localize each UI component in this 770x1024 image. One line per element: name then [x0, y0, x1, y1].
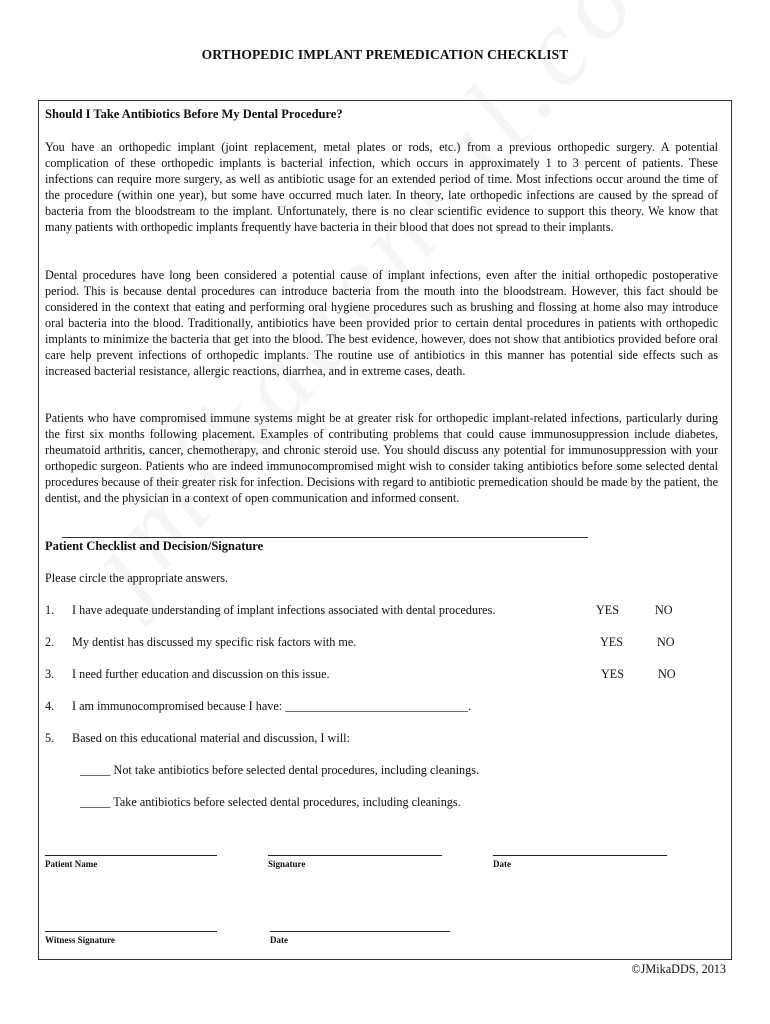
item-text: I have adequate understanding of implant infections associated with dental procedures.	[72, 603, 496, 617]
witness-date-label: Date	[270, 935, 288, 945]
page-title: ORTHOPEDIC IMPLANT PREMEDICATION CHECKLIST	[201, 47, 569, 62]
item-number: 4.	[45, 699, 55, 713]
yes-option[interactable]: YES	[596, 603, 620, 617]
item-number: 3.	[45, 667, 55, 681]
no-option[interactable]: NO	[655, 603, 673, 617]
section-heading-checklist: Patient Checklist and Decision/Signature	[45, 539, 264, 553]
signature-line[interactable]	[268, 855, 442, 856]
option-take-antibiotics[interactable]: _____ Take antibiotics before selected dental procedures, including cleanings.	[80, 795, 461, 809]
yes-option[interactable]: YES	[601, 667, 625, 681]
immunocompromised-blank[interactable]: I am immunocompromised because I have: ______________________________.	[72, 699, 472, 713]
no-option[interactable]: NO	[658, 667, 676, 681]
instruction-text: Please circle the appropriate answers.	[45, 571, 229, 585]
item-text: My dentist has discussed my specific risk factors with me.	[72, 635, 357, 649]
witness-date-line[interactable]	[270, 931, 450, 932]
item-number: 5.	[45, 731, 55, 745]
date-label: Date	[493, 859, 511, 869]
yes-option[interactable]: YES	[600, 635, 624, 649]
patient-name-label: Patient Name	[45, 859, 98, 869]
item-text: Based on this educational material and discussion, I will:	[72, 731, 350, 745]
item-number: 1.	[45, 603, 55, 617]
section-heading-antibiotics: Should I Take Antibiotics Before My Dental Procedure?	[45, 107, 343, 121]
no-option[interactable]: NO	[657, 635, 675, 649]
paragraph-dental-procedures: Dental procedures have long been considered a potential cause of implant infections, even after the initial orthopedic postoperative period. This is because dental procedures can introduce bacteria from the mouth into the bloodstream. However, this fact should be considered in the context that eating and performing oral hygiene procedures such as brushing and flossing at home also may introduce oral bacteria into the blood. Traditionally, antibiotics have been provided prior to certain dental procedures in patients with orthopedic implants to minimize the bacteria that get into the blood. The best evidence, however, does not show that antibiotics provided before oral care help prevent infections of orthopedic implants. The routine use of antibiotics in this manner has potential side effects such as increased bacterial resistance, allergic reactions, diarrhea, and in extreme cases, death.	[45, 268, 718, 378]
witness-signature-label: Witness Signature	[45, 935, 115, 945]
item-number: 2.	[45, 635, 55, 649]
item-text: I need further education and discussion on this issue.	[72, 667, 330, 681]
date-line[interactable]	[493, 855, 667, 856]
witness-signature-line[interactable]	[45, 931, 217, 932]
section-divider	[62, 537, 588, 538]
patient-name-line[interactable]	[45, 855, 217, 856]
copyright: ©JMikaDDS, 2013	[631, 962, 726, 976]
paragraph-implant-intro: You have an orthopedic implant (joint replacement, metal plates or rods, etc.) from a previous orthopedic surgery. A potential complication of these orthopedic implants is bacterial infection, which occurs in approximately 1 to 3 percent of patients. These infections can require more surgery, as well as antibiotic usage for an extended period of time. Most infections occur around the time of the procedure (within one year), but some have occurred much later. In theory, late orthopedic infections are caused by the spread of bacteria from the bloodstream to the implant. Unfortunately, there is no clear scientific evidence to support this theory. We know that many patients with orthopedic implants frequently have bacteria in their blood that does not spread to their implants.	[45, 140, 718, 234]
paragraph-immune-systems: Patients who have compromised immune systems might be at greater risk for orthopedic implant-related infections, particularly during the first six months following placement. Examples of contributing problems that could cause immunosuppression include diabetes, rheumatoid arthritis, cancer, chemotherapy, and chronic steroid use. You should discuss any potential for immunosuppression with your orthopedic surgeon. Patients who are indeed immunocompromised might wish to consider taking antibiotics before some selected dental procedures because of their greater risk for infection. Decisions with regard to antibiotic premedication should be made by the patient, the dentist, and the physician in a context of open communication and informed consent.	[45, 411, 718, 505]
signature-label: Signature	[268, 859, 306, 869]
education-section	[45, 106, 718, 505]
option-no-antibiotics[interactable]: _____ Not take antibiotics before selected dental procedures, including cleanings.	[80, 763, 480, 777]
